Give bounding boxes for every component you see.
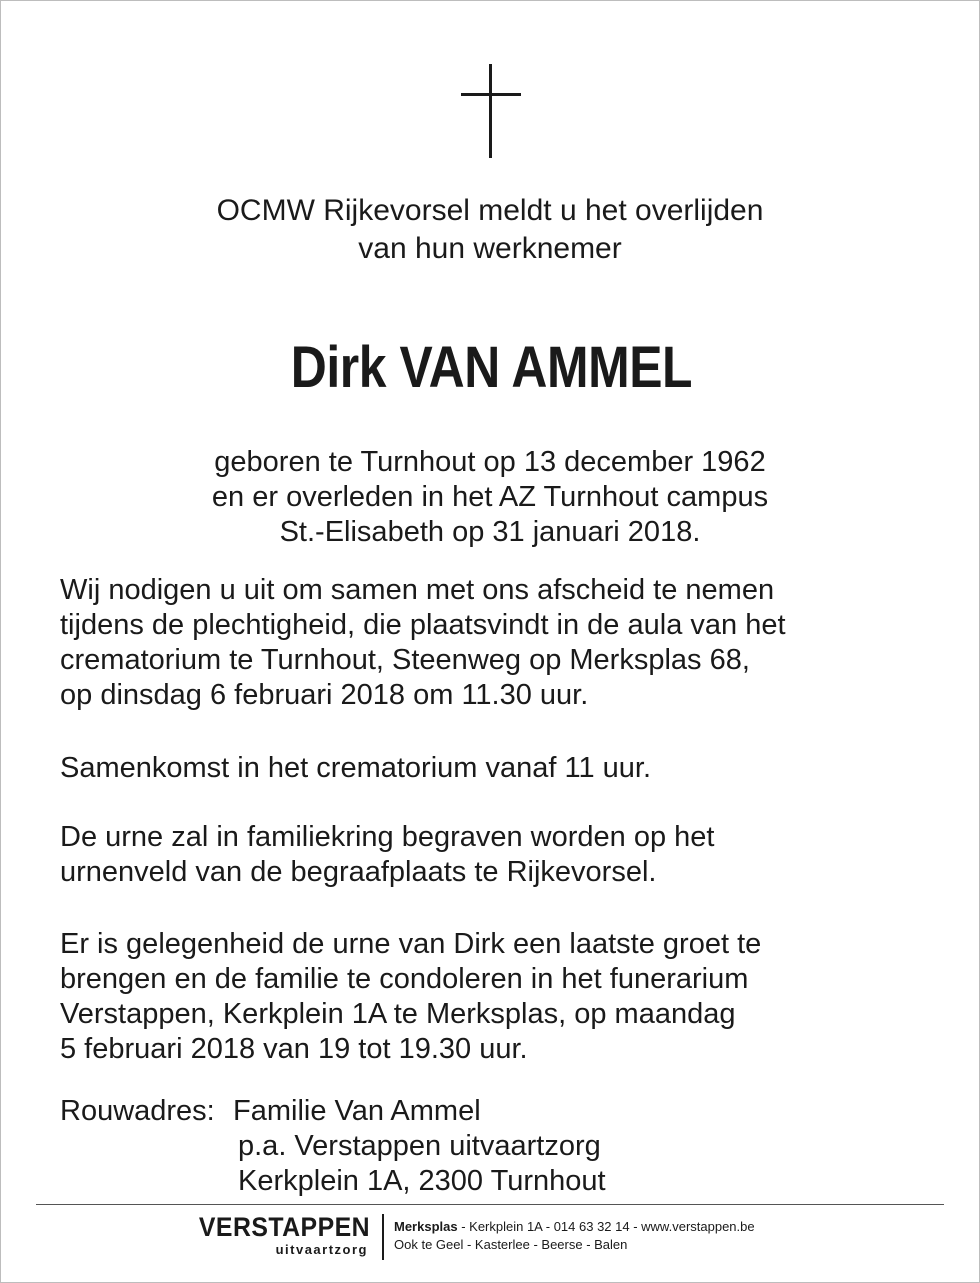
- address-line: Kerkplein 1A, 2300 Turnhout: [238, 1165, 606, 1197]
- birth-line: geboren te Turnhout op 13 december 1962: [214, 446, 766, 478]
- ceremony-line: crematorium te Turnhout, Steenweg op Merksplas 68,: [60, 644, 750, 676]
- contact-town: Merksplas: [394, 1219, 458, 1234]
- logo-subtitle: uitvaartzorg: [275, 1242, 368, 1257]
- ceremony-line: tijdens de plechtigheid, die plaatsvindt in de aula van het: [60, 609, 786, 641]
- urn-paragraph: [60, 820, 714, 890]
- address-block: [238, 1129, 606, 1199]
- deceased-name: Dirk VAN AMMEL: [290, 335, 693, 400]
- logo-name: VERSTAPPEN: [198, 1212, 370, 1242]
- gathering-line: Samenkomst in het crematorium vanaf 11 uur.: [60, 752, 652, 784]
- ceremony-line: Wij nodigen u uit om samen met ons afscheid te nemen: [60, 574, 775, 606]
- visit-line: Er is gelegenheid de urne van Dirk een laatste groet te: [60, 928, 762, 960]
- ceremony-paragraph: [60, 573, 786, 713]
- footer-divider: [36, 1204, 944, 1205]
- address-label: Rouwadres:: [60, 1095, 215, 1127]
- address-line: p.a. Verstappen uitvaartzorg: [238, 1130, 601, 1162]
- intro-line: OCMW Rijkevorsel meldt u het overlijden: [216, 194, 764, 227]
- cross-icon: [461, 64, 521, 158]
- footer-contact: [394, 1218, 755, 1254]
- ceremony-line: op dinsdag 6 februari 2018 om 11.30 uur.: [60, 679, 589, 711]
- address-line: Familie Van Ammel: [233, 1095, 481, 1127]
- intro-line: van hun werknemer: [358, 232, 622, 265]
- urn-line: urnenveld van de begraafplaats te Rijkevorsel.: [60, 856, 657, 888]
- visit-line: Verstappen, Kerkplein 1A te Merksplas, op maandag: [60, 998, 736, 1030]
- contact-line: [394, 1218, 755, 1236]
- visit-paragraph: [60, 927, 761, 1067]
- intro-text: [0, 192, 980, 268]
- visit-line: brengen en de familie te condoleren in het funerarium: [60, 963, 749, 995]
- gathering-paragraph: [60, 751, 651, 786]
- visit-line: 5 februari 2018 van 19 tot 19.30 uur.: [60, 1033, 528, 1065]
- urn-line: De urne zal in familiekring begraven worden op het: [60, 821, 715, 853]
- birth-line: en er overleden in het AZ Turnhout campus: [211, 481, 769, 513]
- birth-line: St.-Elisabeth op 31 januari 2018.: [279, 516, 701, 548]
- verstappen-logo: [200, 1212, 370, 1262]
- contact-details: - Kerkplein 1A - 014 63 32 14 - www.verstappen.be: [457, 1219, 755, 1234]
- footer-separator: [382, 1214, 384, 1260]
- branches-line: Ook te Geel - Kasterlee - Beerse - Balen: [394, 1237, 628, 1252]
- birth-details: [0, 445, 980, 550]
